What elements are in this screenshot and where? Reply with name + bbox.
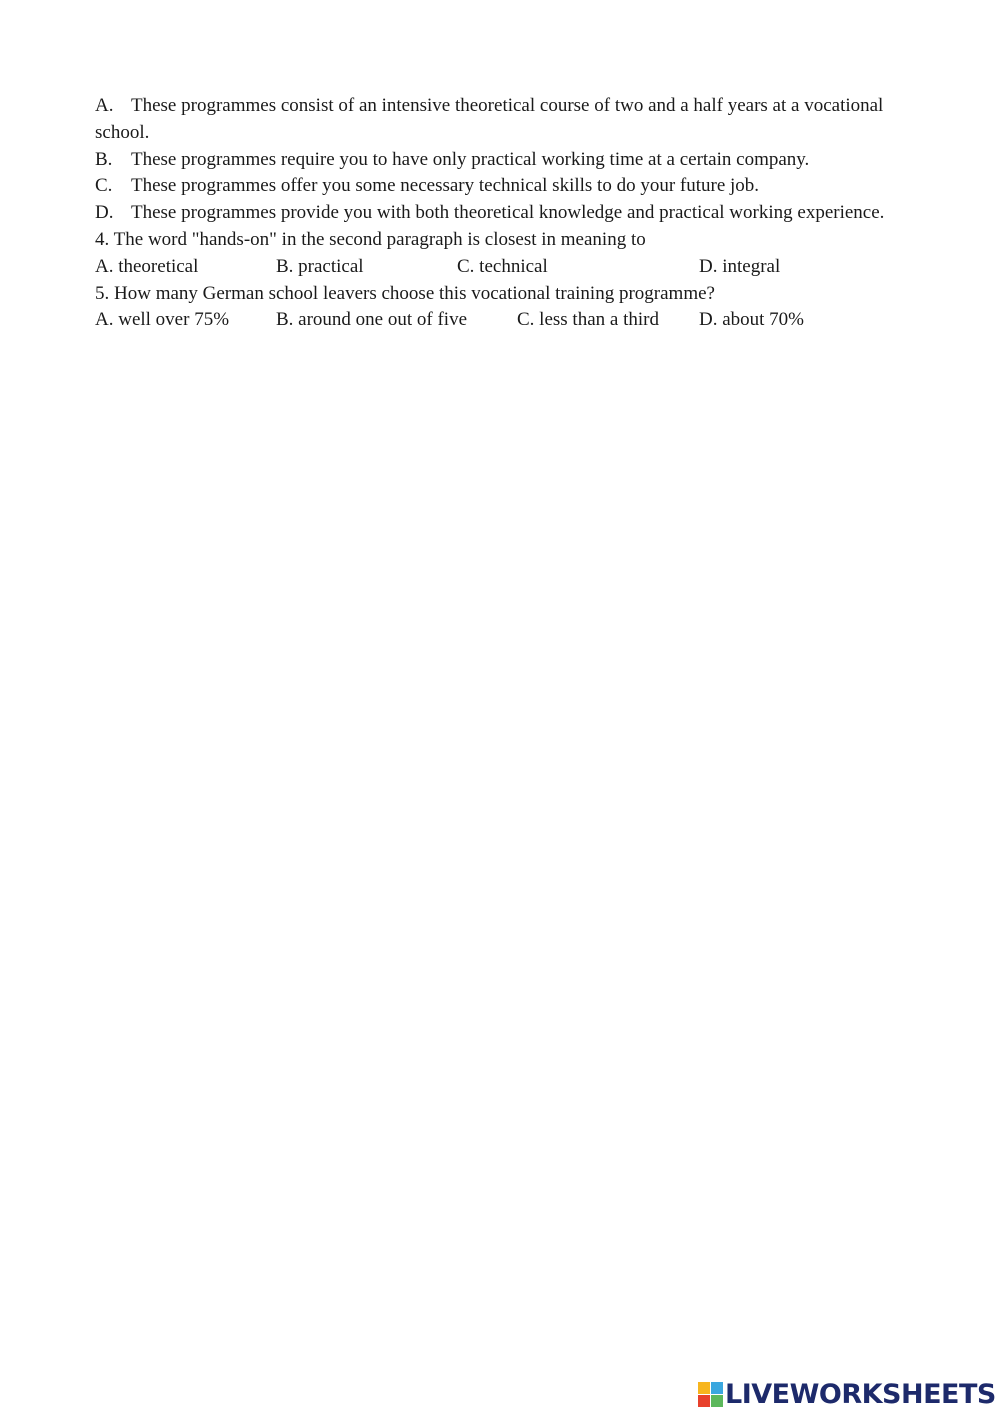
q3-option-b bbox=[95, 147, 915, 174]
q3-option-c bbox=[95, 173, 915, 200]
option-letter: D. bbox=[95, 202, 114, 224]
q4-choice-c: C. technical bbox=[457, 255, 548, 277]
question-5-stem: 5. How many German school leavers choose this vocational training programme? bbox=[95, 282, 715, 304]
question-5-choices bbox=[95, 307, 915, 334]
q4-choice-a: A. theoretical bbox=[95, 255, 199, 277]
option-letter: B. bbox=[95, 148, 113, 170]
watermark-text: LIVEWORKSHEETS bbox=[725, 1378, 996, 1410]
liveworksheets-logo-icon bbox=[698, 1382, 723, 1407]
option-text: These programmes require you to have only practical working time at a certain company. bbox=[131, 148, 810, 170]
q3-option-d bbox=[95, 200, 915, 227]
option-letter: C. bbox=[95, 175, 113, 197]
question-4-choices bbox=[95, 254, 915, 281]
option-text: These programmes consist of an intensive theoretical course of two and a half years at a vocational school. bbox=[95, 95, 884, 143]
option-text: These programmes provide you with both theoretical knowledge and practical working experience. bbox=[131, 202, 885, 224]
q4-choice-d: D. integral bbox=[699, 255, 781, 277]
question-4-stem: 4. The word "hands-on" in the second paragraph is closest in meaning to bbox=[95, 228, 646, 250]
q5-choice-d: D. about 70% bbox=[699, 309, 805, 331]
worksheet-content bbox=[95, 93, 915, 334]
q5-choice-b: B. around one out of five bbox=[276, 309, 468, 331]
option-letter: A. bbox=[95, 95, 114, 116]
q4-choice-b: B. practical bbox=[276, 255, 364, 277]
q5-choice-a: A. well over 75% bbox=[95, 309, 230, 331]
q3-option-a bbox=[95, 93, 915, 147]
q5-choice-c: C. less than a third bbox=[517, 309, 659, 331]
liveworksheets-watermark bbox=[698, 1380, 996, 1408]
option-text: These programmes offer you some necessary technical skills to do your future job. bbox=[131, 175, 760, 197]
